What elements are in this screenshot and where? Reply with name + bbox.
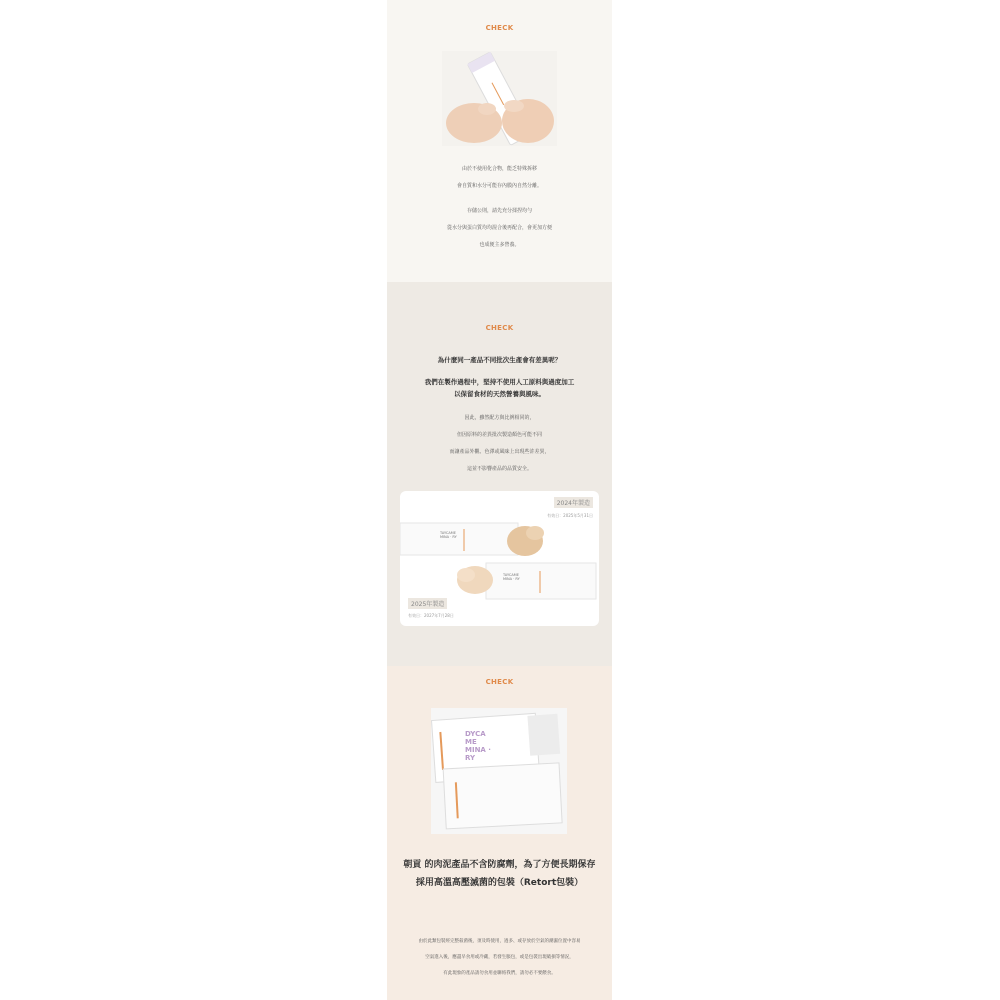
section-batch-difference (387, 282, 612, 666)
text-line: 存儲公則，請先充分揉捏均勻 (466, 208, 532, 214)
fine-line: 由於此類包裝經完整殺菌後，須及時使用，過多、或存放於空氣的潮濕位置中容易 (418, 939, 581, 944)
storage-notes (387, 161, 612, 254)
batch-2024-expiry: 有效日：2025年5月31日 (547, 513, 593, 518)
retort-headline (387, 856, 612, 892)
tube-label-bottom: TAYCAME MINA · RY (503, 573, 520, 581)
fine-line: 有此現象的產品請勿食用並聯絡我們，請勿必不要餵食。 (443, 971, 556, 976)
retort-fine-print (387, 934, 612, 982)
batch-2025-expiry: 有效日：2027年7月28日 (408, 613, 454, 618)
answer-line: 我們在製作過程中，堅持不使用人工原料與過度加工 (424, 378, 575, 386)
section-storage (387, 0, 612, 282)
batch-answer (387, 376, 612, 400)
text-line: 會自質和水分可能存內膜內自然分離。 (456, 183, 542, 189)
batch-explanation (387, 410, 612, 478)
tube-label-top: TAYCAME MINA · RY (440, 531, 457, 539)
headline-line: 採用高溫高壓滅菌的包裝（Retort包裝） (415, 878, 584, 888)
batch-question: 為什麼同一產品不同批次生產會有差異呢？ (437, 356, 562, 364)
batch-comparison-card (400, 491, 599, 626)
pouch-label: DYCA ME MINA · RY (465, 730, 491, 762)
batch-2024-badge: 2024年製造 (554, 497, 593, 508)
text-line: 因此，雖然配方與比例相同的， (464, 415, 535, 421)
check-label: CHECK (485, 24, 514, 32)
text-line: 但因原料的差異批次製造顏色可能不同 (456, 432, 542, 438)
headline-line: 朝貢 的肉泥產品不含防腐劑，為了方便長期保存 (403, 860, 596, 870)
batch-2025-badge: 2025年製造 (408, 598, 447, 609)
retort-pouch-photo (431, 708, 567, 834)
section-retort-packaging (387, 666, 612, 1000)
text-line: 由於不使用化合物，能乏特殊拆移 (461, 166, 537, 172)
fine-line: 空氣進入後，應盡早食用或冷藏，若發生脹包，或是包裝出現破損等情況， (425, 955, 574, 960)
text-line: 而讓產品外觀、色澤或風味上出現些許差異， (449, 449, 550, 455)
text-line: 這並不影響產品的品質安全。 (466, 466, 532, 472)
text-line: 從水分與蛋白質均均混合後再配合，會更加方便 (446, 225, 552, 231)
answer-line: 以保留食材的天然營養與風味。 (454, 390, 545, 398)
check-label: CHECK (485, 678, 514, 686)
text-line: 也成便主多營養。 (479, 242, 520, 248)
hands-squeezing-pouch-photo (442, 51, 557, 146)
check-label: CHECK (485, 324, 514, 332)
